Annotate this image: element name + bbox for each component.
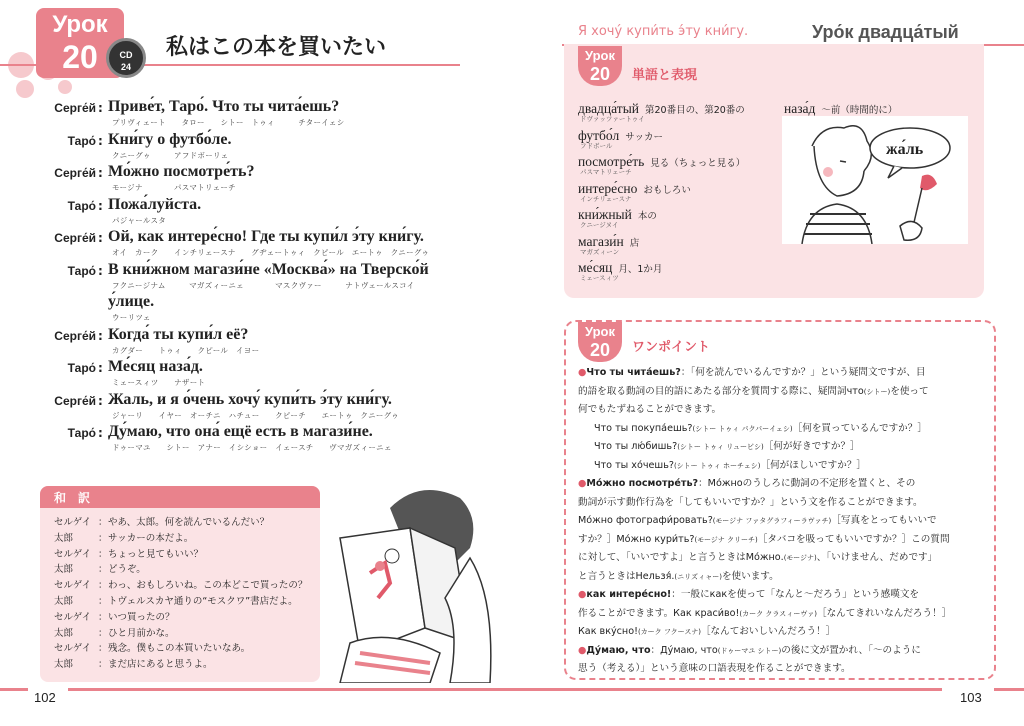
russian-line: Кни́гу о футбо́ле. <box>108 130 232 148</box>
russian-line: Жаль, и я о́чень хочу́ купи́ть э́ту кни́гу. <box>108 390 392 408</box>
dialogue <box>40 98 480 456</box>
vocab-word: интере́сно <box>578 180 638 196</box>
badge-number: 20 <box>589 64 611 84</box>
speaker-colon: : <box>98 231 103 245</box>
boy-illustration <box>782 116 968 244</box>
footer-rule <box>0 688 28 691</box>
translation-colon: ： <box>98 564 108 576</box>
speaker-colon: : <box>98 361 103 375</box>
vocab-list-left <box>578 98 788 284</box>
translation-speaker: セルゲイ <box>54 548 92 560</box>
translation-speaker: 太郎 <box>54 595 74 607</box>
russian-line: В кни́жном магази́не «Москва́» на Тверско́й <box>108 260 429 278</box>
translation-rows <box>54 514 316 672</box>
kana-reading: フクニージナム マガズィーニェ マスクヴァー ナトヴェールスコイ <box>112 280 415 290</box>
onepoint-line: 何でもたずねることができます。 <box>578 404 722 415</box>
dialogue-line <box>40 293 480 326</box>
vocab-meaning: 月、1か月 <box>618 264 663 275</box>
translation-row <box>54 640 316 656</box>
russian-line: Ой, как интере́сно! Где ты купи́л э́ту кни́гу. <box>108 228 424 245</box>
translation-colon: ： <box>98 548 108 560</box>
translation-label: 和 訳 <box>40 486 320 508</box>
translation-row <box>54 577 316 593</box>
footer-rule <box>994 688 1024 691</box>
vocab-kana: マガズィーン <box>580 247 620 256</box>
translation-row <box>54 546 316 562</box>
translation-text: わっ、おもしろいね。この本どこで買ったの？ <box>108 580 308 592</box>
dialogue-line <box>40 358 480 391</box>
badge-word: Урок <box>585 324 615 339</box>
translation-speaker: 太郎 <box>54 532 74 544</box>
vocab-meaning: ～前（時間的に） <box>821 105 898 116</box>
translation-row <box>54 609 316 625</box>
speaker-name: Серге́й <box>54 393 96 408</box>
vocab-item <box>578 231 788 258</box>
vocab-word: наза́д <box>784 101 816 116</box>
vocab-label: 単語と表現 <box>632 68 698 83</box>
speaker-name: Серге́й <box>54 166 96 180</box>
vocab-word: двадца́тый <box>578 101 639 116</box>
vocab-item <box>578 178 788 205</box>
onepoint-line: ●Что ты чита́ешь?：「何を読んでいるんですか？」という疑問文ですが、目 <box>578 367 926 378</box>
vocab-item <box>578 204 788 231</box>
speaker-colon: : <box>98 198 103 213</box>
kana-reading: カグダー トゥィ クピール イヨー <box>112 345 260 355</box>
onepoint-line: Что ты лю́бишь?(シトー トゥィ リュービシ)［何が好きですか？］ <box>594 441 860 452</box>
translation-text: ひと月前かな。 <box>108 627 175 639</box>
lesson-number: 20 <box>62 39 98 75</box>
vocab-word: магази́н <box>578 233 624 249</box>
lesson-word: Урок <box>52 11 108 38</box>
russian-line: Ду́маю, что она́ ещё есть в магази́не. <box>108 423 373 440</box>
translation-row <box>54 625 316 641</box>
translation-speaker: セルゲイ <box>54 611 92 623</box>
kana-reading: ウーリツェ <box>112 313 151 322</box>
cd-icon <box>106 38 146 78</box>
translation-colon: ： <box>98 517 108 528</box>
onepoint-line: すか？］Мо́жно кури́ть?(モージナ クリーチ)［タバコを吸ってもいいですか？］この質問 <box>578 533 950 545</box>
kana-reading: クニーグゥ アフドボーリェ <box>112 150 229 160</box>
speaker-name: Таро́ <box>67 361 96 375</box>
russian-line: Приве́т, Таро́. Что ты чита́ешь? <box>108 98 340 115</box>
vocab-kana: ジャーリ <box>786 141 812 150</box>
vocab-word: посмотре́ть <box>578 154 645 169</box>
translation-colon: ： <box>98 627 108 639</box>
onepoint-text <box>578 364 988 679</box>
onepoint-line: 動詞が示す動作行為を「してもいいですか？」という文を作ることができます。 <box>578 496 923 508</box>
vocab-word: кни́жный <box>578 207 632 222</box>
onepoint-line: に対して、「いいですよ」と言うときはМо́жно.(モージナ)、「いけません、だめです」 <box>578 552 938 563</box>
translation-text: ちょっと見てもいい？ <box>108 548 204 560</box>
vocab-meaning: 第20番目の、第20番の <box>645 105 745 116</box>
dialogue-line <box>40 196 480 229</box>
speaker-colon: : <box>98 101 103 115</box>
cd-label: CD <box>119 50 133 60</box>
translation-text: やあ、太郎。何を読んでいるんだい？ <box>108 517 270 528</box>
vocab-item <box>578 98 788 125</box>
footer-rule <box>68 688 512 691</box>
translation-colon: ： <box>98 659 108 671</box>
lesson-heading: Уро́к двадца́тый <box>812 22 959 42</box>
translation-speaker: 太郎 <box>54 564 74 576</box>
onepoint-line: Мо́жно фотографи́ровать?(モージナ ファタグラフィーラヴァチ)［写真をとってもいいで <box>578 515 937 526</box>
onepoint-line: Как вку́сно!(カーク フクースナ)［なんておいしいんだろう！］ <box>578 626 836 637</box>
vocab-kana: ドヴァッツァートゥイ <box>580 115 645 123</box>
speaker-colon: : <box>98 133 103 148</box>
vocab-meaning: 本の <box>637 211 657 222</box>
reading-boy-illustration <box>330 478 500 683</box>
translation-row <box>54 561 316 577</box>
speaker-colon: : <box>98 328 103 343</box>
vocab-kana: フドボール <box>580 141 613 150</box>
onepoint-line: 作ることができます。Как краси́во!(カーク クラスィーヴァ)［なんてきれいなんだろう！］ <box>578 607 952 619</box>
page-number: 103 <box>960 690 982 705</box>
translation-text: トヴェルスカヤ通りの“モスクワ”書店だよ。 <box>108 595 298 607</box>
speaker-name: Таро́ <box>67 426 96 440</box>
dialogue-line <box>40 98 480 131</box>
dialogue-line <box>40 131 480 164</box>
onepoint-line: ●Ду́маю, что：Ду́маю, что(ドゥーマユ シトー)の後に文が置かれ、「～のように <box>578 644 921 656</box>
speaker-colon: : <box>98 263 103 278</box>
translation-text: いつ買ったの？ <box>108 611 175 623</box>
vocab-meaning: 店 <box>629 237 640 249</box>
onepoint-badge <box>578 322 622 362</box>
dialogue-line <box>40 326 480 359</box>
kana-reading: オイ カーク インチリェースナ グヂェートゥィ クピール エートゥ クニーグゥ <box>112 248 430 257</box>
page-number: 102 <box>34 690 56 705</box>
translation-text: どうぞ。 <box>108 564 146 576</box>
badge-word: Урок <box>585 48 615 63</box>
dialogue-line <box>40 261 480 294</box>
vocab-meaning: サッカー <box>625 131 664 143</box>
dialogue-line <box>40 423 480 456</box>
onepoint-label: ワンポイント <box>632 340 711 355</box>
speech-bubble-text: жа́ль <box>886 141 924 158</box>
speaker-name: Серге́й <box>54 101 96 115</box>
dialogue-line <box>40 163 480 196</box>
vocab-kana: インチリェースナ <box>580 194 632 203</box>
translation-speaker: セルゲイ <box>54 580 92 592</box>
kana-reading: プリヴィェート タロー シトー トゥィ チターイェシ <box>112 118 345 127</box>
russian-line: Ме́сяц наза́д. <box>108 358 203 375</box>
kana-reading: ミェースィツ ナザート <box>112 378 206 387</box>
kana-reading: ジャーリ イヤー オーチニ ハチュー クピーチ エートゥ クニーグゥ <box>112 410 400 420</box>
speaker-colon: : <box>98 426 103 440</box>
onepoint-line: ●как интере́сно!：一般にкакを使って「なんと～だろう」という感嘆文を <box>578 589 920 600</box>
translation-colon: ： <box>98 595 108 607</box>
speaker-name: Серге́й <box>54 328 96 343</box>
kana-reading: モージナ パスマトリェーチ <box>112 183 236 192</box>
dialogue-line <box>40 391 480 424</box>
translation-colon: ： <box>98 580 108 592</box>
vocab-item <box>578 151 788 178</box>
lesson-subtitle: Я хочу́ купи́ть э́ту кни́гу. <box>578 24 749 39</box>
vocab-item <box>578 125 788 152</box>
vocab-kana: パスマトリェーチ <box>580 168 632 176</box>
cd-track: 24 <box>120 62 131 72</box>
russian-line: Когда́ ты купи́л её? <box>108 325 249 343</box>
vocab-word: жаль <box>784 127 813 143</box>
translation-colon: ： <box>98 611 108 623</box>
translation-row <box>54 514 316 530</box>
dialogue-line <box>40 228 480 261</box>
vocab-kana: ミェースィツ <box>580 274 619 282</box>
russian-line: Мо́жно посмотре́ть? <box>108 163 255 180</box>
russian-line: у́лице. <box>108 293 155 310</box>
onepoint-line: と言うときはНельзя́.(ニリズィャー)を使います。 <box>578 570 779 582</box>
kana-reading: ドゥーマユ シトー アナー イシショー イェースチ ヴマガズィーニェ <box>112 443 392 452</box>
vocab-word: ме́сяц <box>578 260 613 275</box>
vocab-meaning: 見る（ちょっと見る） <box>650 158 746 169</box>
speaker-colon: : <box>98 393 103 408</box>
translation-text: 残念。僕もこの本買いたいなあ。 <box>108 643 251 655</box>
speaker-name: Серге́й <box>54 231 96 245</box>
translation-row <box>54 593 316 609</box>
translation-text: まだ店にあると思うよ。 <box>108 659 213 671</box>
kana-reading: パジャールスタ <box>112 215 167 225</box>
vocab-badge <box>578 46 622 86</box>
speaker-name: Таро́ <box>67 198 96 213</box>
translation-text: サッカーの本だよ。 <box>108 532 194 544</box>
onepoint-line: Что ты покупа́ешь?(シトー トゥィ パクパーイェシ)［何を買っているんですか？］ <box>594 422 927 434</box>
translation-speaker: 太郎 <box>54 659 74 671</box>
lesson-title: 私はこの本を買いたい <box>166 35 387 60</box>
speaker-name: Таро́ <box>67 263 96 278</box>
onepoint-line: 的語を取る動詞の目的語にあたる部分を質問する際に、疑問詞что(シトー)を使って <box>578 385 929 397</box>
onepoint-line: 思う（考える）」という意味の口語表現を作ることができます。 <box>578 663 851 674</box>
russian-line: Пожа́луйста. <box>108 195 202 213</box>
onepoint-line: Что ты хо́чешь?(シトー トゥィ ホーチェシ)［何がほしいですか？］ <box>594 459 867 471</box>
footer-rule <box>512 688 942 691</box>
vocab-item <box>578 257 788 284</box>
right-page <box>512 0 1024 726</box>
translation-speaker: セルゲイ <box>54 517 92 528</box>
badge-number: 20 <box>589 340 611 360</box>
vocab-kana: ナザート <box>786 115 812 123</box>
vocab-kana: クニージヌイ <box>580 221 619 229</box>
vocab-word: футбо́л <box>578 127 620 143</box>
speaker-colon: : <box>98 166 103 180</box>
onepoint-line: ●Мо́жно посмотре́ть?：Мо́жноのうしろに動詞の不定形を置くと、その <box>578 478 916 489</box>
translation-row <box>54 656 316 672</box>
translation-row <box>54 530 316 546</box>
translation-speaker: セルゲイ <box>54 643 92 655</box>
translation-colon: ： <box>98 643 108 655</box>
translation-colon: ： <box>98 532 108 544</box>
vocab-meaning: おもしろい <box>643 184 691 196</box>
speaker-name: Таро́ <box>67 133 96 148</box>
translation-speaker: 太郎 <box>54 627 74 639</box>
